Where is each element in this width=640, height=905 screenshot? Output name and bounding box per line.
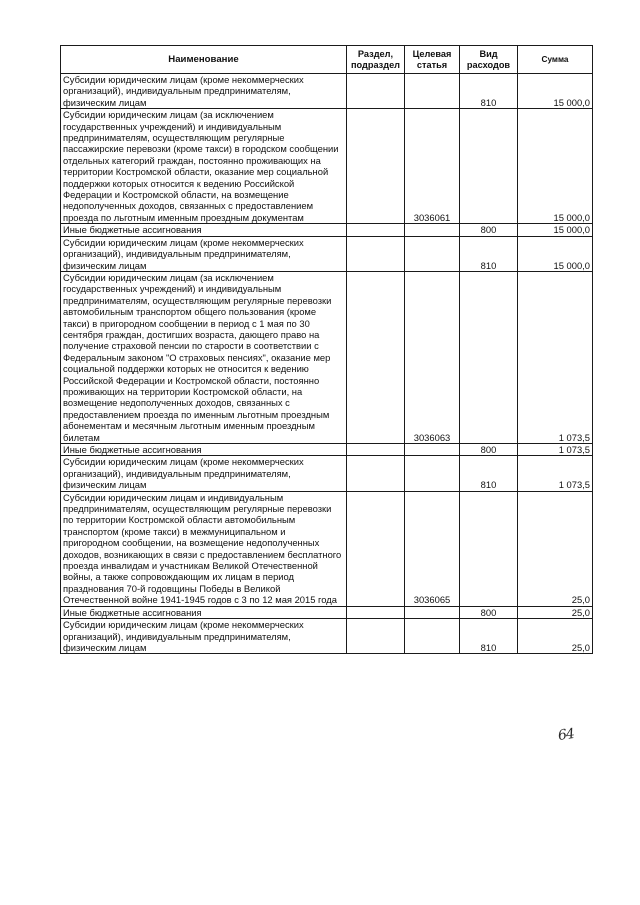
row-name: Субсидии юридическим лицам и индивидуальным предпринимателям, осуществляющим регулярные перевозки по территории Костромской области автомобильным транспортом (кроме такси) в межмуниципальном и пригородном сообщении, на возмещение недополученных доходов, возникающих в связи с предоставлением бесплатного проезда инвалидам и участникам Великой Отечественной войны, а также сопровождающим их лицам в период празднования 70-й годовщины Победы в Великой Отечественной войне 1941-1945 годов с 3 по 12 мая 2015 года [61,491,347,606]
table-row [61,74,593,109]
row-article [405,444,460,456]
row-expense-type: 810 [460,236,518,271]
row-name: Субсидии юридическим лицам (кроме некоммерческих организаций), индивидуальным предпринимателям, физическим лицам [61,456,347,491]
row-name: Иные бюджетные ассигнования [61,606,347,618]
row-amount: 15 000,0 [518,109,593,224]
row-section [347,271,405,443]
row-article [405,606,460,618]
row-name: Субсидии юридическим лицам (за исключением государственных учреждений) и индивидуальным предпринимателям, осуществляющим регулярные пассажирские перевозки (кроме такси) в городском сообщении отдельных категорий граждан, постоянно проживающих на территории Костромской области, оказание мер социальной поддержки которых относится к ведению Российской Федерации и Костромской области, на возмещение недополученных доходов, связанных с предоставлением проезда по льготным именным проездным документам [61,109,347,224]
table-row [61,236,593,271]
handwritten-page-number: 64 [556,725,575,745]
header-section: Раздел, подраздел [347,46,405,74]
table-row [61,444,593,456]
row-section [347,444,405,456]
budget-table [60,45,593,654]
row-article [405,619,460,654]
row-amount: 15 000,0 [518,74,593,109]
row-section [347,619,405,654]
row-expense-type: 810 [460,619,518,654]
row-section [347,74,405,109]
row-section [347,491,405,606]
budget-page [60,45,592,654]
row-name: Иные бюджетные ассигнования [61,224,347,236]
row-name: Иные бюджетные ассигнования [61,444,347,456]
row-article: 3036065 [405,491,460,606]
row-article [405,224,460,236]
row-expense-type: 810 [460,456,518,491]
row-amount: 1 073,5 [518,444,593,456]
row-section [347,456,405,491]
table-row [61,109,593,224]
table-row [61,456,593,491]
row-expense-type: 800 [460,444,518,456]
row-amount: 25,0 [518,606,593,618]
row-name: Субсидии юридическим лицам (кроме некоммерческих организаций), индивидуальным предпринимателям, физическим лицам [61,619,347,654]
table-header-row [61,46,593,74]
row-amount: 25,0 [518,491,593,606]
row-article: 3036061 [405,109,460,224]
header-name: Наименование [61,46,347,74]
row-amount: 15 000,0 [518,224,593,236]
row-article [405,456,460,491]
table-row [61,271,593,443]
row-name: Субсидии юридическим лицам (за исключением государственных учреждений) и индивидуальным предпринимателям, осуществляющим регулярные перевозки автомобильным транспортом общего пользования (кроме такси) в пригородном сообщении в период с 1 мая по 30 сентября граждан, достигших возраста, дающего право на получение страховой пенсии по старости в соответствии с Федеральным законом "О страховых пенсиях", оказание мер социальной поддержки которых не относится к ведению Российской Федерации и Костромской области, постоянно проживающих на территории Костромской области, на возмещение недополученных доходов, связанных с предоставлением проезда по именным льготным проездным абонементам и месячным льготным именным проездным билетам [61,271,347,443]
row-expense-type: 800 [460,606,518,618]
header-article: Целевая статья [405,46,460,74]
row-amount: 1 073,5 [518,456,593,491]
row-article: 3036063 [405,271,460,443]
row-expense-type [460,491,518,606]
row-section [347,224,405,236]
row-amount: 15 000,0 [518,236,593,271]
header-expense-type: Вид расходов [460,46,518,74]
table-row [61,619,593,654]
row-amount: 25,0 [518,619,593,654]
row-expense-type: 800 [460,224,518,236]
row-section [347,109,405,224]
row-expense-type [460,109,518,224]
row-article [405,236,460,271]
row-expense-type [460,271,518,443]
table-row [61,224,593,236]
table-row [61,606,593,618]
row-section [347,606,405,618]
row-expense-type: 810 [460,74,518,109]
row-article [405,74,460,109]
row-name: Субсидии юридическим лицам (кроме некоммерческих организаций), индивидуальным предпринимателям, физическим лицам [61,74,347,109]
table-row [61,491,593,606]
row-name: Субсидии юридическим лицам (кроме некоммерческих организаций), индивидуальным предпринимателям, физическим лицам [61,236,347,271]
row-amount: 1 073,5 [518,271,593,443]
row-section [347,236,405,271]
header-amount: Сумма [518,46,593,74]
